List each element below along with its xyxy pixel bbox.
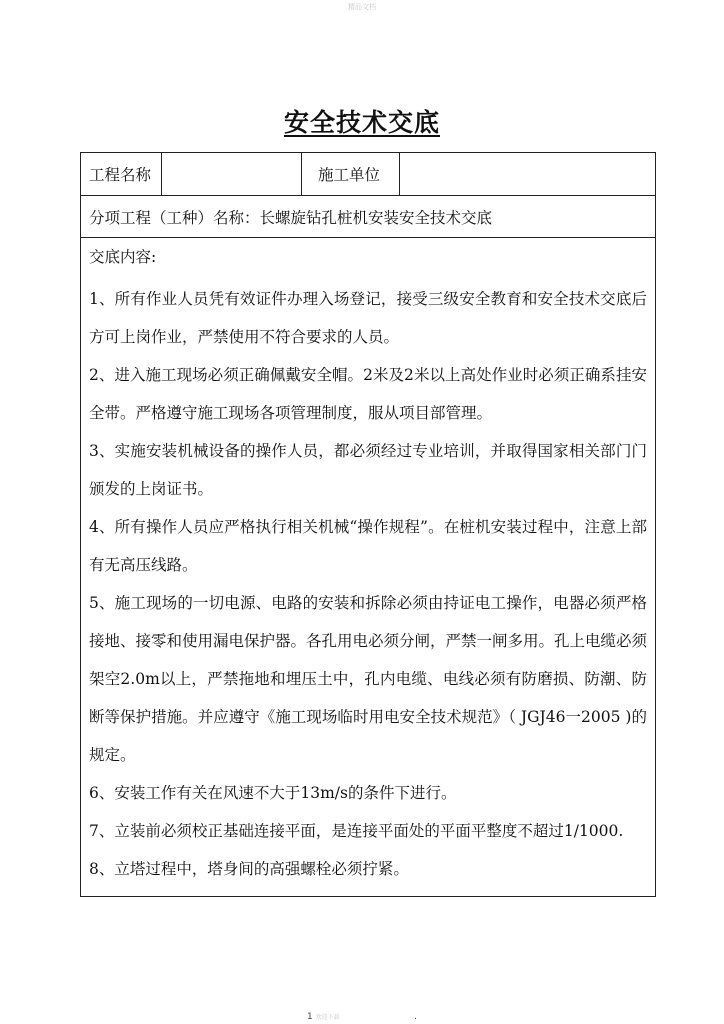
header-watermark: 精品文档 [348,3,376,11]
document-title-text: 安全技术交底 [283,108,440,137]
page-footer [0,1012,724,1022]
project-name-label: 工程名称 [81,153,162,195]
disclosure-item-3: 3、实施安装机械设备的操作人员，都必须经过专业培训，并取得国家相关部门门颁发的上岗证书。 [89,442,647,498]
content-label: 交底内容: [89,248,157,266]
page-number: 1 [307,1012,313,1022]
disclosure-item-6: 6、安装工作有关在风速不大于13m/s的条件下进行。 [89,784,457,802]
footer-faint-text: 欢迎下载 [315,1014,340,1021]
footer-dot: . [414,1012,417,1022]
project-name-value [162,153,302,195]
disclosure-item-8: 8、立塔过程中，塔身间的高强螺栓必须拧紧。 [89,860,409,878]
construction-unit-label: 施工单位 [302,153,400,195]
construction-unit-value [400,153,655,195]
document-title [0,103,724,139]
disclosure-content [81,238,655,896]
disclosure-item-5: 5、施工现场的一切电源、电路的安装和拆除必须由持证电工操作，电器必须严格接地、接零和使用漏电保护器。各孔用电必须分闸，严禁一闸多用。孔上电缆必须架空2.0m以上，严禁拖地和埋压土中，孔内电缆、电线必须有防磨损、防潮、防断等保护措施。并应遵守《施工现场临时用电安全技术规范》（ JGJ46一2005 )的规定。 [89,594,648,764]
disclosure-item-7: 7、立装前必须校正基础连接平面，是连接平面处的平面平整度不超过1/1000. [89,822,624,840]
disclosure-item-4: 4、所有操作人员应严格执行相关机械“操作规程”。在桩机安装过程中，注意上部有无高压线路。 [89,518,647,574]
disclosure-item-1: 1、所有作业人员凭有效证件办理入场登记，接受三级安全教育和安全技术交底后方可上岗作业，严禁使用不符合要求的人员。 [89,290,647,346]
disclosure-item-2: 2、进入施工现场必须正确佩戴安全帽。2米及2米以上高处作业时必须正确系挂安全带。严格遵守施工现场各项管理制度，服从项目部管理。 [89,366,647,422]
subproject-row: 分项工程（工种）名称：长螺旋钻孔桩机安装安全技术交底 [81,196,655,238]
project-info-row [81,153,655,196]
disclosure-table [80,152,656,897]
